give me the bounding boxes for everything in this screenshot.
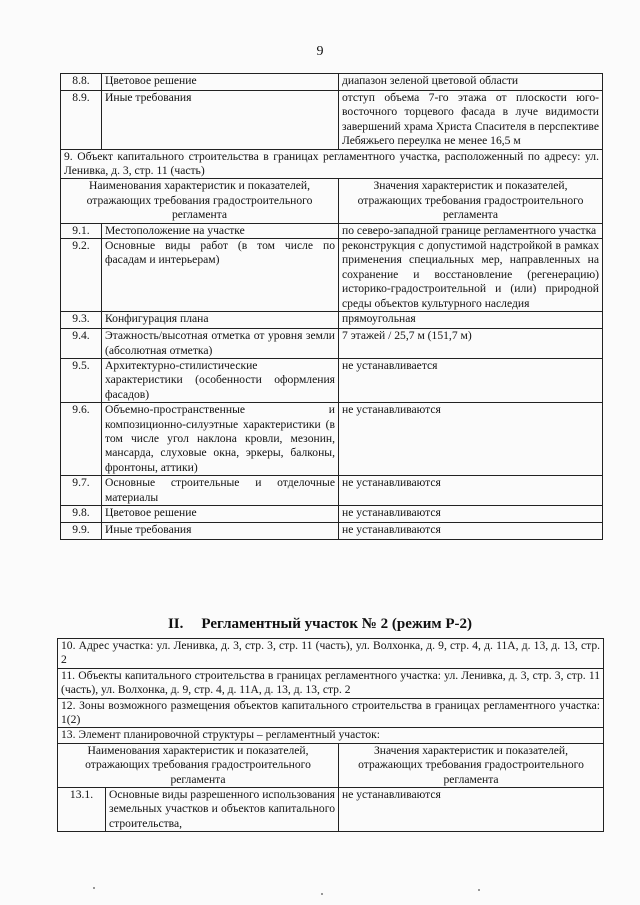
section-heading bbox=[0, 616, 640, 633]
characteristic-value: по северо-западной границе регламентного участка bbox=[339, 223, 603, 238]
table-row bbox=[61, 329, 603, 359]
characteristic-name: Основные строительные и отделочные материалы bbox=[102, 476, 339, 506]
characteristic-value: не устанавливаются bbox=[339, 505, 603, 522]
regulation-table-2 bbox=[57, 638, 604, 832]
characteristic-value: диапазон зеленой цветовой области bbox=[339, 74, 603, 91]
row-number: 9.9. bbox=[61, 522, 102, 539]
characteristic-value: 7 этажей / 25,7 м (151,7 м) bbox=[339, 329, 603, 359]
characteristic-name: Основные виды работ (в том числе по фасадам и интерьерам) bbox=[102, 239, 339, 312]
scan-speck bbox=[93, 887, 95, 889]
column-header-right: Значения характеристик и показателей, отражающих требования градостроительного регламента bbox=[339, 179, 603, 223]
objects-cell: 11. Объекты капитального строительства в границах регламентного участка: ул. Ленивка, д. 3, стр. 3, стр. 11 (часть), ул. Волхонка, д. 9, стр. 4, д. 11А, д. 13, д. 13, стр. 2 bbox=[58, 668, 604, 698]
characteristic-name: Иные требования bbox=[102, 522, 339, 539]
section-title: Регламентный участок № 2 (режим Р-2) bbox=[201, 616, 473, 632]
row-number: 9.1. bbox=[61, 223, 102, 238]
characteristic-name: Конфигурация плана bbox=[102, 312, 339, 329]
row-number: 8.8. bbox=[61, 74, 102, 91]
row-number: 13.1. bbox=[58, 788, 106, 832]
characteristic-value: не устанавливаются bbox=[339, 403, 603, 476]
column-header-left: Наименования характеристик и показателей, отражающих требования градостроительного регламента bbox=[61, 179, 339, 223]
characteristic-name: Основные виды разрешенного использования земельных участков и объектов капитального строительства, bbox=[106, 788, 339, 832]
page-number: 9 bbox=[316, 44, 324, 59]
scan-speck bbox=[478, 889, 480, 891]
row-number: 9.7. bbox=[61, 476, 102, 506]
characteristic-value: не устанавливаются bbox=[339, 788, 604, 832]
table-row bbox=[58, 788, 604, 832]
characteristic-name: Местоположение на участке bbox=[102, 223, 339, 238]
characteristic-name: Цветовое решение bbox=[102, 74, 339, 91]
section-number: II. bbox=[167, 616, 184, 632]
address-cell: 10. Адрес участка: ул. Ленивка, д. 3, стр. 3, стр. 11 (часть), ул. Волхонка, д. 9, стр. 4, д. 11А, д. 13, д. 13, стр. 2 bbox=[58, 639, 604, 669]
table-row bbox=[61, 223, 603, 238]
table-row bbox=[61, 312, 603, 329]
object-header-row bbox=[61, 149, 603, 179]
objects-row bbox=[58, 668, 604, 698]
column-header-row bbox=[61, 179, 603, 223]
structure-element-row bbox=[58, 728, 604, 743]
row-number: 9.2. bbox=[61, 239, 102, 312]
zones-row bbox=[58, 698, 604, 728]
table-row bbox=[61, 74, 603, 91]
table-row bbox=[61, 358, 603, 402]
column-header-left: Наименования характеристик и показателей, отражающих требования градостроительного регламента bbox=[58, 743, 339, 787]
table-row bbox=[61, 522, 603, 539]
characteristic-name: Цветовое решение bbox=[102, 505, 339, 522]
zones-cell: 12. Зоны возможного размещения объектов капитального строительства в границах регламентного участка: 1(2) bbox=[58, 698, 604, 728]
table-row bbox=[61, 476, 603, 506]
row-number: 9.5. bbox=[61, 358, 102, 402]
scan-speck bbox=[321, 893, 323, 895]
characteristic-name: Объемно-пространственные и композиционно-силуэтные характеристики (в том числе угол наклона кровли, мезонин, мансарда, слуховые окна, эркеры, балконы, фронтоны, аттики) bbox=[102, 403, 339, 476]
table-row bbox=[61, 403, 603, 476]
characteristic-value: не устанавливаются bbox=[339, 522, 603, 539]
characteristic-value: отступ объема 7-го этажа от плоскости юго-восточного торцевого фасада в луче видимости завершений храма Христа Спасителя в перспективе Лебяжьего переулка не менее 16,5 м bbox=[339, 91, 603, 150]
characteristic-value: не устанавливаются bbox=[339, 476, 603, 506]
row-number: 9.6. bbox=[61, 403, 102, 476]
characteristic-name: Этажность/высотная отметка от уровня земли (абсолютная отметка) bbox=[102, 329, 339, 359]
object-header: 9. Объект капитального строительства в границах регламентного участка, расположенный по адресу: ул. Ленивка, д. 3, стр. 11 (часть) bbox=[61, 149, 603, 179]
row-number: 9.8. bbox=[61, 505, 102, 522]
structure-element-cell: 13. Элемент планировочной структуры – регламентный участок: bbox=[58, 728, 604, 743]
regulation-table-1 bbox=[60, 73, 603, 540]
table-row bbox=[61, 505, 603, 522]
table-row bbox=[61, 91, 603, 150]
characteristic-value: не устанавливается bbox=[339, 358, 603, 402]
address-row bbox=[58, 639, 604, 669]
row-number: 9.4. bbox=[61, 329, 102, 359]
characteristic-value: прямоугольная bbox=[339, 312, 603, 329]
characteristic-name: Иные требования bbox=[102, 91, 339, 150]
table-row bbox=[61, 239, 603, 312]
row-number: 9.3. bbox=[61, 312, 102, 329]
characteristic-name: Архитектурно-стилистические характеристики (особенности оформления фасадов) bbox=[102, 358, 339, 402]
characteristic-value: реконструкция с допустимой надстройкой в рамках применения специальных мер, направленных на сохранение и восстановление (регенерацию) историко-градостроительной и (или) природной среды объектов культурного наследия bbox=[339, 239, 603, 312]
column-header-right: Значения характеристик и показателей, отражающих требования градостроительного регламента bbox=[339, 743, 604, 787]
column-header-row bbox=[58, 743, 604, 787]
row-number: 8.9. bbox=[61, 91, 102, 150]
